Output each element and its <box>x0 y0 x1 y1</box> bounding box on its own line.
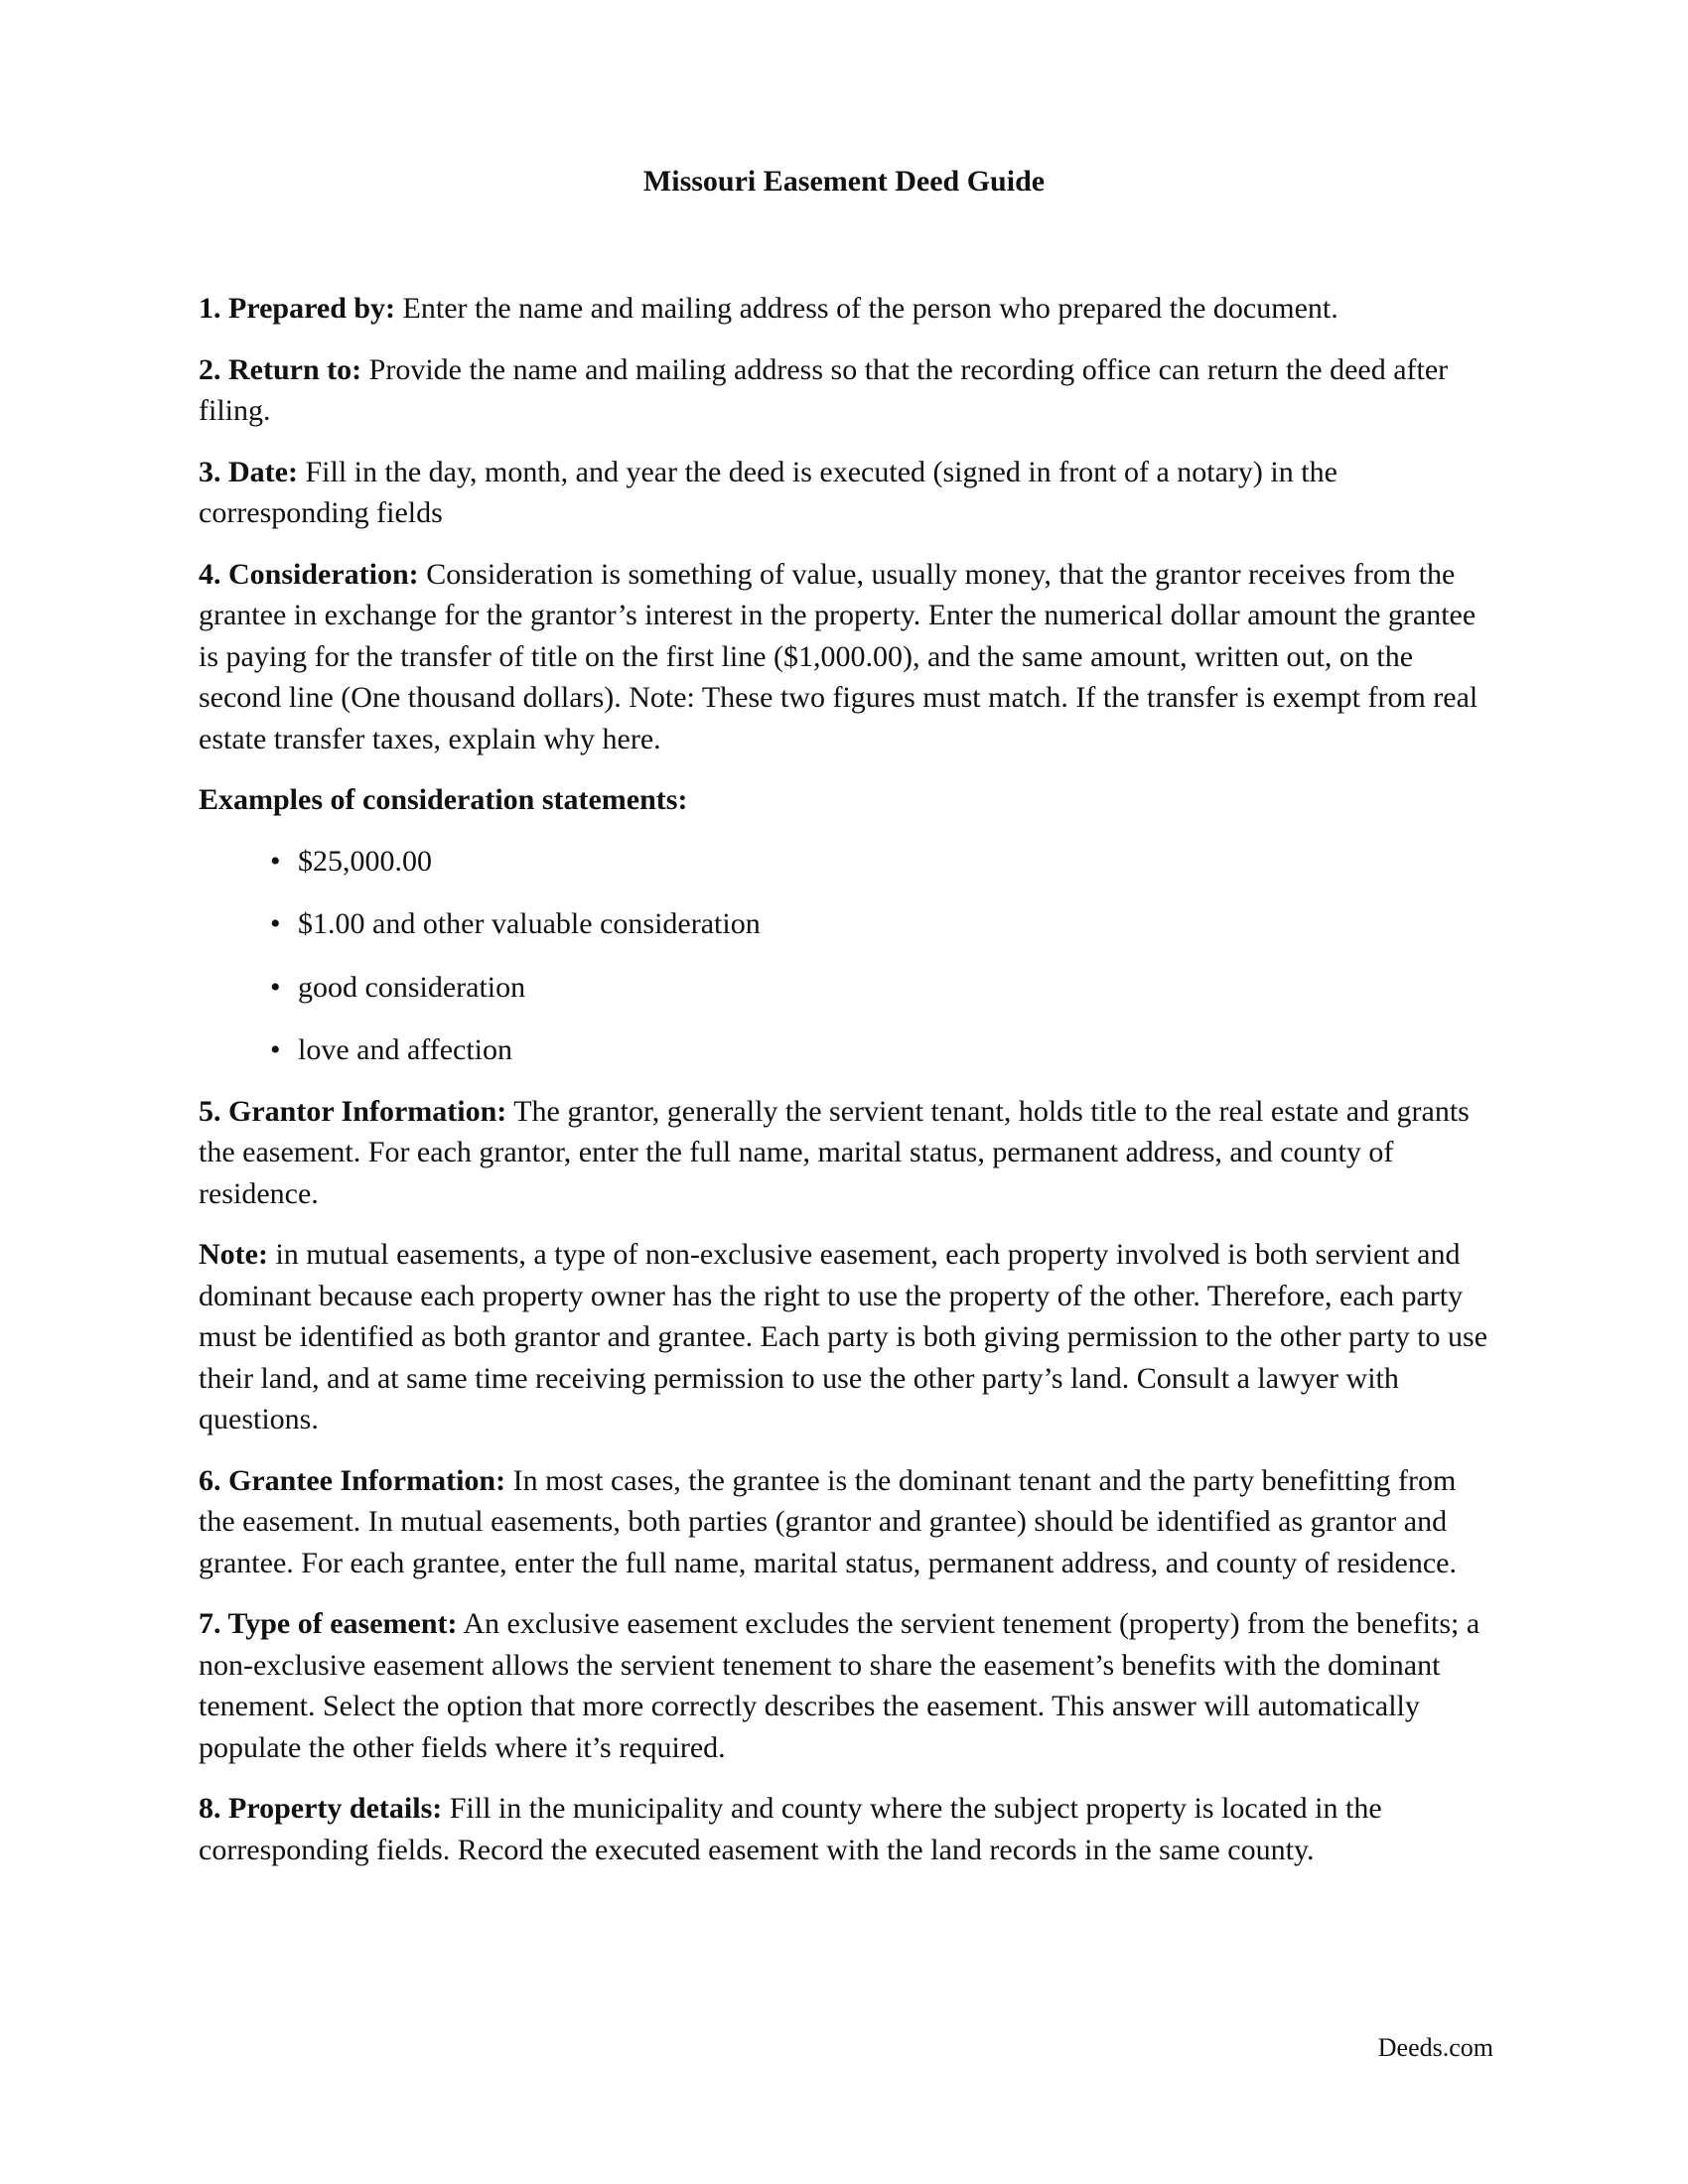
section-text: in mutual easements, a type of non-exclusive easement, each property involved is both servient and dominant because each property owner has the right to use the property of the other. Therefore, each party must be identified as both grantor and grantee. Each party is both giving permission to the other party to use their land, and at same time receiving permission to use the other party’s land. Consult a lawyer with questions. <box>199 1238 1488 1435</box>
section-text: Provide the name and mailing address so that the recording office can return the deed after filing. <box>199 352 1449 427</box>
page-title: Missouri Easement Deed Guide <box>642 165 1046 198</box>
section-text: The grantor, generally the servient tenant, holds title to the real estate and grants the easement. For each grantor, enter the full name, marital status, permanent address, and county of residence. <box>199 1094 1470 1210</box>
document-body <box>199 288 1494 1890</box>
bullet-icon: • <box>270 970 281 1004</box>
section-text: Fill in the municipality and county where the subject property is located in the corresponding fields. Record the executed easement with the land records in the same county. <box>199 1792 1382 1866</box>
footer-brand: Deeds.com <box>1377 2033 1493 2062</box>
section-label: 3. Date: <box>199 455 298 488</box>
section-text: Fill in the day, month, and year the deed is executed (signed in front of a notary) in the corresponding fields <box>199 455 1337 529</box>
section-date <box>199 452 1494 534</box>
bullet-icon: • <box>270 844 281 878</box>
section-text: Enter the name and mailing address of the person who prepared the document. <box>395 292 1338 325</box>
examples-list <box>199 841 1494 1071</box>
examples-heading: Examples of consideration statements: <box>199 783 688 816</box>
section-text: In most cases, the grantee is the dominant tenant and the party benefitting from the easement. In mutual easements, both parties (grantor and grantee) should be identified as grantor and grantee. For each grantee, enter the full name, marital status, permanent address, and county of residence. <box>199 1463 1457 1579</box>
section-text: An exclusive easement excludes the servient tenement (property) from the benefits; a non-exclusive easement allows the servient tenement to share the easement’s benefits with the dominant tenement. Select the option that more correctly describes the easement. This answer will automatically populate the other fields where it’s required. <box>199 1607 1480 1764</box>
list-item-text: good consideration <box>298 970 526 1004</box>
section-note <box>199 1234 1494 1440</box>
section-type-of-easement <box>199 1603 1494 1768</box>
list-item <box>199 841 1494 883</box>
section-consideration <box>199 554 1494 760</box>
section-grantor-information <box>199 1091 1494 1215</box>
list-item-text: $1.00 and other valuable consideration <box>298 907 761 940</box>
section-label: 2. Return to: <box>199 352 362 386</box>
list-item-text: love and affection <box>298 1033 513 1066</box>
bullet-icon: • <box>270 907 281 940</box>
section-prepared-by <box>199 288 1494 330</box>
section-label: 5. Grantor Information: <box>199 1094 507 1128</box>
list-item <box>199 967 1494 1009</box>
section-label: 7. Type of easement: <box>199 1607 458 1640</box>
section-label: 4. Consideration: <box>199 557 419 591</box>
bullet-icon: • <box>270 1033 281 1066</box>
section-label: 6. Grantee Information: <box>199 1463 506 1497</box>
section-return-to <box>199 349 1494 432</box>
section-text: Consideration is something of value, usually money, that the grantor receives from the grantee in exchange for the grantor’s interest in the property. Enter the numerical dollar amount the grantee is paying for the transfer of title on the first line ($1,000.00), and the same amount, written out, on the second line (One thousand dollars). Note: These two figures must match. If the transfer is exempt from real estate transfer taxes, explain why here. <box>199 557 1478 755</box>
section-property-details <box>199 1788 1494 1870</box>
list-item <box>199 1029 1494 1071</box>
section-label: Note: <box>199 1238 268 1271</box>
list-item-text: $25,000.00 <box>298 844 432 878</box>
section-grantee-information <box>199 1460 1494 1584</box>
section-label: 8. Property details: <box>199 1792 443 1825</box>
list-item <box>199 903 1494 945</box>
section-label: 1. Prepared by: <box>199 292 396 325</box>
